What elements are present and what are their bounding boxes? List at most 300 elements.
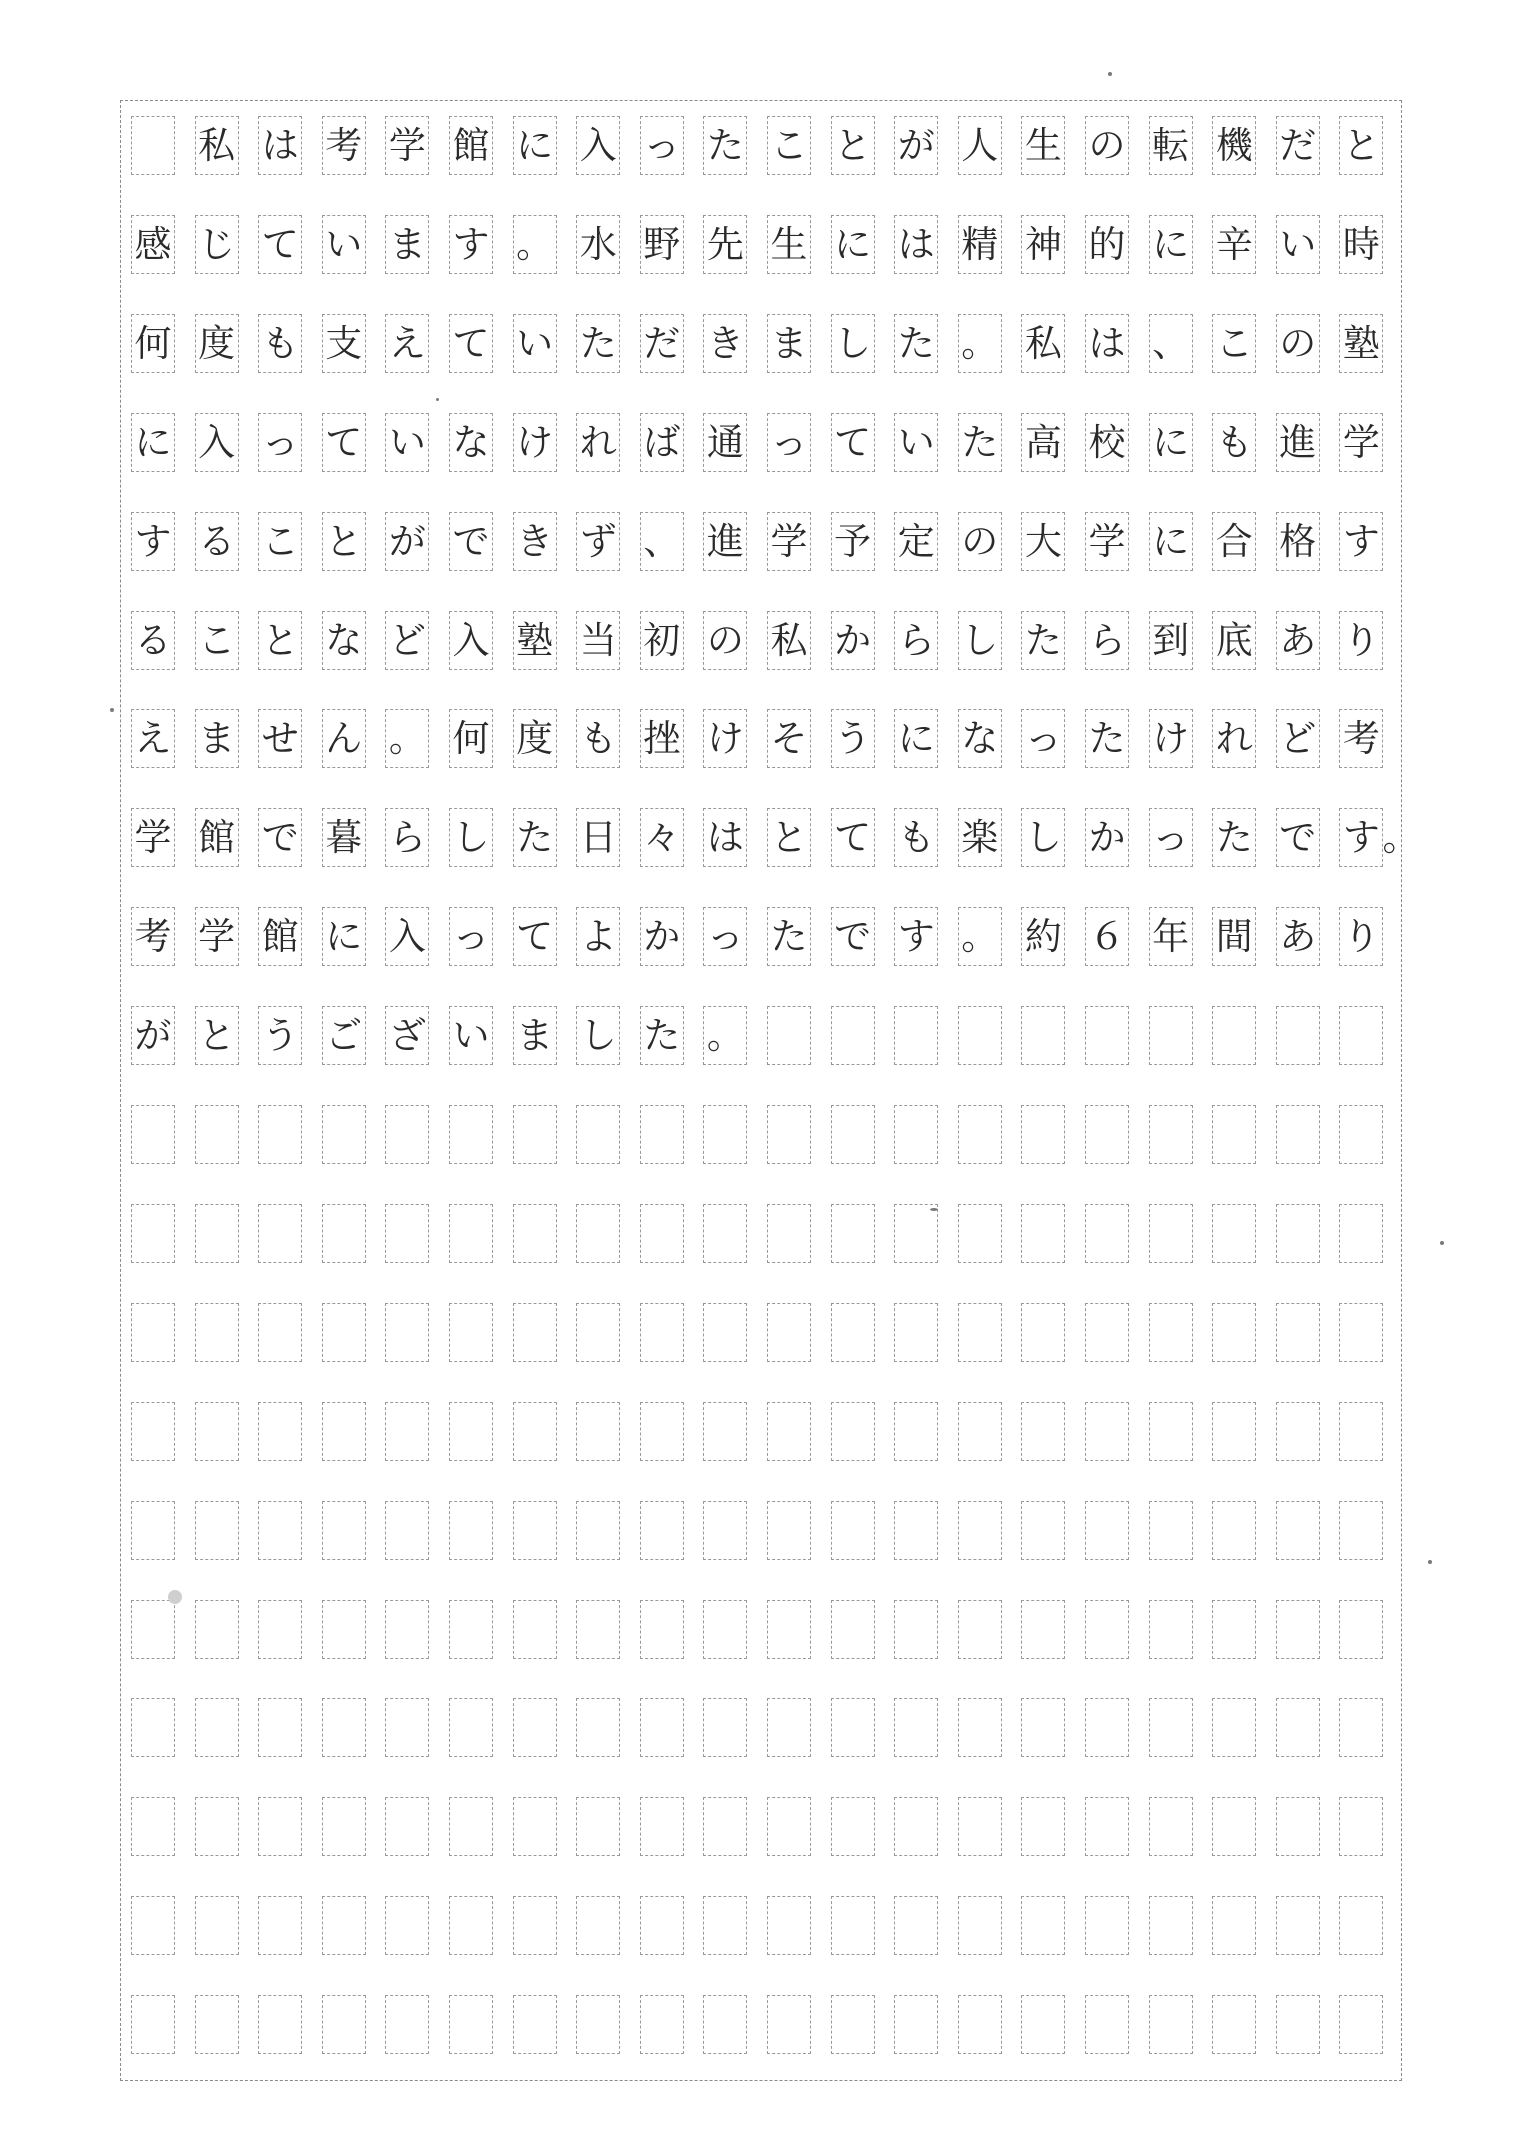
grid-row bbox=[121, 1303, 1401, 1362]
grid-cell bbox=[576, 1698, 620, 1757]
grid-cell bbox=[513, 1204, 557, 1263]
grid-cell bbox=[576, 1204, 620, 1263]
grid-cell bbox=[195, 1600, 239, 1659]
grid-cell bbox=[322, 1896, 366, 1955]
grid-cell bbox=[894, 1303, 938, 1362]
grid-cell bbox=[703, 1995, 747, 2054]
grid-cell: す bbox=[131, 512, 175, 571]
grid-cell: 。 bbox=[958, 314, 1002, 373]
grid-cell: 入 bbox=[385, 907, 429, 966]
grid-cell bbox=[322, 1204, 366, 1263]
paper-speck bbox=[1428, 1560, 1432, 1564]
grid-cell bbox=[831, 1797, 875, 1856]
grid-cell: 。 bbox=[703, 1006, 747, 1065]
grid-cell: 何 bbox=[131, 314, 175, 373]
grid-cell bbox=[767, 1698, 811, 1757]
grid-cell bbox=[1085, 1797, 1129, 1856]
grid-cell bbox=[1149, 1995, 1193, 2054]
grid-cell bbox=[894, 1006, 938, 1065]
grid-cell: 入 bbox=[449, 611, 493, 670]
grid-cell: 神 bbox=[1021, 215, 1065, 274]
grid-cell bbox=[513, 1600, 557, 1659]
grid-cell bbox=[385, 1698, 429, 1757]
grid-cell bbox=[258, 1896, 302, 1955]
grid-cell: け bbox=[703, 709, 747, 768]
grid-cell bbox=[894, 1797, 938, 1856]
grid-cell bbox=[195, 1204, 239, 1263]
grid-cell: も bbox=[576, 709, 620, 768]
grid-cell: て bbox=[831, 808, 875, 867]
grid-cell bbox=[449, 1501, 493, 1560]
grid-cell bbox=[322, 1797, 366, 1856]
grid-cell bbox=[385, 1303, 429, 1362]
grid-cell: 、 bbox=[640, 512, 684, 571]
grid-cell bbox=[1212, 1600, 1256, 1659]
grid-cell bbox=[703, 1698, 747, 1757]
grid-cell bbox=[513, 1797, 557, 1856]
grid-cell: 合 bbox=[1212, 512, 1256, 571]
grid-cell bbox=[1021, 1204, 1065, 1263]
grid-cell bbox=[1021, 1600, 1065, 1659]
grid-cell bbox=[513, 1303, 557, 1362]
grid-cell bbox=[385, 1896, 429, 1955]
grid-cell bbox=[513, 1896, 557, 1955]
grid-cell: に bbox=[1149, 413, 1193, 472]
grid-cell: て bbox=[513, 907, 557, 966]
grid-cell: て bbox=[258, 215, 302, 274]
grid-cell: た bbox=[1021, 611, 1065, 670]
grid-cell bbox=[1212, 1105, 1256, 1164]
grid-row bbox=[121, 1006, 1401, 1065]
grid-row bbox=[121, 1896, 1401, 1955]
grid-cell bbox=[640, 1600, 684, 1659]
grid-cell bbox=[1339, 1501, 1383, 1560]
grid-cell: 生 bbox=[767, 215, 811, 274]
grid-cell: 考 bbox=[322, 116, 366, 175]
grid-cell bbox=[1085, 1501, 1129, 1560]
grid-cell bbox=[449, 1896, 493, 1955]
grid-cell bbox=[894, 1204, 938, 1263]
grid-cell: 底 bbox=[1212, 611, 1256, 670]
grid-cell bbox=[703, 1402, 747, 1461]
grid-cell bbox=[640, 1896, 684, 1955]
grid-cell: し bbox=[958, 611, 1002, 670]
grid-cell: し bbox=[449, 808, 493, 867]
grid-cell: と bbox=[831, 116, 875, 175]
grid-cell bbox=[703, 1204, 747, 1263]
grid-cell bbox=[1339, 1204, 1383, 1263]
grid-cell: は bbox=[703, 808, 747, 867]
grid-cell: 楽 bbox=[958, 808, 1002, 867]
grid-cell: ま bbox=[195, 709, 239, 768]
grid-row bbox=[121, 907, 1401, 966]
grid-cell bbox=[1276, 1501, 1320, 1560]
grid-cell bbox=[958, 1995, 1002, 2054]
grid-cell: よ bbox=[576, 907, 620, 966]
grid-cell bbox=[958, 1600, 1002, 1659]
grid-cell bbox=[258, 1303, 302, 1362]
grid-cell bbox=[1149, 1896, 1193, 1955]
grid-cell: ず bbox=[576, 512, 620, 571]
grid-cell bbox=[1339, 1995, 1383, 2054]
grid-cell bbox=[767, 1600, 811, 1659]
grid-cell: で bbox=[1276, 808, 1320, 867]
grid-cell bbox=[767, 1896, 811, 1955]
grid-cell: も bbox=[258, 314, 302, 373]
grid-cell: 館 bbox=[258, 907, 302, 966]
grid-cell: こ bbox=[195, 611, 239, 670]
grid-cell bbox=[703, 1105, 747, 1164]
paper-speck bbox=[1440, 1241, 1444, 1245]
grid-cell bbox=[640, 1797, 684, 1856]
grid-cell: 先 bbox=[703, 215, 747, 274]
grid-cell: 約 bbox=[1021, 907, 1065, 966]
grid-cell bbox=[576, 1600, 620, 1659]
grid-cell: た bbox=[513, 808, 557, 867]
grid-cell bbox=[449, 1204, 493, 1263]
grid-cell: ざ bbox=[385, 1006, 429, 1065]
grid-cell: 日 bbox=[576, 808, 620, 867]
grid-cell: じ bbox=[195, 215, 239, 274]
grid-cell: し bbox=[576, 1006, 620, 1065]
grid-cell bbox=[1339, 1600, 1383, 1659]
grid-cell bbox=[385, 1600, 429, 1659]
grid-cell: 入 bbox=[576, 116, 620, 175]
grid-cell: 人 bbox=[958, 116, 1002, 175]
grid-cell: 定 bbox=[894, 512, 938, 571]
grid-cell: 高 bbox=[1021, 413, 1065, 472]
grid-cell: そ bbox=[767, 709, 811, 768]
grid-cell bbox=[1276, 1698, 1320, 1757]
grid-cell bbox=[322, 1105, 366, 1164]
grid-cell bbox=[195, 1995, 239, 2054]
grid-cell bbox=[1339, 1105, 1383, 1164]
grid-cell bbox=[258, 1204, 302, 1263]
grid-cell: 学 bbox=[1085, 512, 1129, 571]
grid-cell: 生 bbox=[1021, 116, 1065, 175]
grid-cell: 学 bbox=[1339, 413, 1383, 472]
grid-cell: た bbox=[894, 314, 938, 373]
grid-cell bbox=[831, 1501, 875, 1560]
grid-cell: 間 bbox=[1212, 907, 1256, 966]
grid-cell bbox=[1149, 1501, 1193, 1560]
grid-cell: り bbox=[1339, 611, 1383, 670]
grid-cell bbox=[958, 1501, 1002, 1560]
grid-cell: っ bbox=[1021, 709, 1065, 768]
grid-cell bbox=[258, 1600, 302, 1659]
grid-cell: に bbox=[894, 709, 938, 768]
genkou-grid bbox=[120, 100, 1420, 2081]
grid-cell bbox=[131, 1698, 175, 1757]
grid-cell bbox=[1339, 1896, 1383, 1955]
grid-cell bbox=[1149, 1204, 1193, 1263]
grid-cell: な bbox=[958, 709, 1002, 768]
grid-cell bbox=[195, 1698, 239, 1757]
grid-cell bbox=[831, 1995, 875, 2054]
grid-cell bbox=[385, 1501, 429, 1560]
grid-cell bbox=[1276, 1303, 1320, 1362]
grid-cell: ど bbox=[385, 611, 429, 670]
grid-cell: 挫 bbox=[640, 709, 684, 768]
grid-cell bbox=[1149, 1797, 1193, 1856]
grid-cell bbox=[576, 1797, 620, 1856]
grid-cell: こ bbox=[258, 512, 302, 571]
grid-cell: っ bbox=[767, 413, 811, 472]
grid-cell bbox=[1021, 1105, 1065, 1164]
grid-cell: 当 bbox=[576, 611, 620, 670]
grid-cell bbox=[703, 1600, 747, 1659]
grid-cell bbox=[1149, 1402, 1193, 1461]
grid-cell bbox=[703, 1303, 747, 1362]
grid-cell: た bbox=[640, 1006, 684, 1065]
grid-cell: の bbox=[1085, 116, 1129, 175]
grid-cell: な bbox=[322, 611, 366, 670]
grid-cell bbox=[958, 1402, 1002, 1461]
grid-cell: に bbox=[831, 215, 875, 274]
grid-cell: と bbox=[195, 1006, 239, 1065]
grid-cell: ま bbox=[767, 314, 811, 373]
grid-cell: 校 bbox=[1085, 413, 1129, 472]
grid-cell: れ bbox=[1212, 709, 1256, 768]
grid-cell bbox=[258, 1995, 302, 2054]
grid-cell bbox=[1085, 1204, 1129, 1263]
paper-speck bbox=[436, 398, 439, 401]
grid-cell bbox=[1021, 1402, 1065, 1461]
grid-cell bbox=[576, 1303, 620, 1362]
grid-cell bbox=[131, 1402, 175, 1461]
grid-cell bbox=[195, 1797, 239, 1856]
grid-cell bbox=[894, 1600, 938, 1659]
grid-cell bbox=[640, 1402, 684, 1461]
grid-cell: す bbox=[449, 215, 493, 274]
grid-cell bbox=[449, 1995, 493, 2054]
grid-cell: ど bbox=[1276, 709, 1320, 768]
grid-cell: た bbox=[767, 907, 811, 966]
grid-cell bbox=[1021, 1698, 1065, 1757]
grid-cell: と bbox=[322, 512, 366, 571]
grid-row bbox=[121, 1105, 1401, 1164]
paper-speck bbox=[930, 1208, 938, 1211]
grid-cell bbox=[1021, 1006, 1065, 1065]
grid-cell: な bbox=[449, 413, 493, 472]
grid-cell bbox=[131, 1797, 175, 1856]
grid-cell bbox=[1212, 1006, 1256, 1065]
grid-cell: っ bbox=[703, 907, 747, 966]
grid-cell bbox=[640, 1303, 684, 1362]
grid-cell bbox=[1085, 1303, 1129, 1362]
grid-cell: は bbox=[894, 215, 938, 274]
grid-cell bbox=[1021, 1501, 1065, 1560]
grid-cell: 館 bbox=[195, 808, 239, 867]
grid-cell: あ bbox=[1276, 907, 1320, 966]
grid-cell bbox=[1339, 1006, 1383, 1065]
grid-cell: に bbox=[322, 907, 366, 966]
grid-cell: は bbox=[1085, 314, 1129, 373]
grid-cell: こ bbox=[767, 116, 811, 175]
grid-row bbox=[121, 1995, 1401, 2054]
grid-cell: い bbox=[449, 1006, 493, 1065]
grid-cell: た bbox=[576, 314, 620, 373]
grid-cell bbox=[513, 1698, 557, 1757]
grid-cell: 々 bbox=[640, 808, 684, 867]
grid-cell: け bbox=[513, 413, 557, 472]
grid-row bbox=[121, 709, 1401, 768]
grid-cell: ま bbox=[513, 1006, 557, 1065]
grid-cell: だ bbox=[1276, 116, 1320, 175]
grid-cell: っ bbox=[449, 907, 493, 966]
grid-cell bbox=[513, 1402, 557, 1461]
grid-cell bbox=[1276, 1995, 1320, 2054]
grid-cell bbox=[894, 1105, 938, 1164]
grid-cell bbox=[1212, 1896, 1256, 1955]
grid-cell: け bbox=[1149, 709, 1193, 768]
grid-cell bbox=[1276, 1105, 1320, 1164]
grid-cell: は bbox=[258, 116, 302, 175]
grid-cell bbox=[767, 1006, 811, 1065]
grid-cell: と bbox=[1339, 116, 1383, 175]
grid-cell bbox=[640, 1995, 684, 2054]
grid-cell: き bbox=[703, 314, 747, 373]
grid-cell bbox=[894, 1402, 938, 1461]
grid-cell: れ bbox=[576, 413, 620, 472]
grid-cell bbox=[385, 1204, 429, 1263]
grid-cell: 感 bbox=[131, 215, 175, 274]
grid-cell bbox=[449, 1303, 493, 1362]
grid-cell bbox=[1212, 1303, 1256, 1362]
grid-cell bbox=[258, 1698, 302, 1757]
grid-cell: 考 bbox=[1339, 709, 1383, 768]
grid-cell: る bbox=[195, 512, 239, 571]
grid-cell: 学 bbox=[131, 808, 175, 867]
grid-row bbox=[121, 314, 1401, 373]
grid-cell: が bbox=[385, 512, 429, 571]
grid-cell: て bbox=[322, 413, 366, 472]
grid-cell bbox=[322, 1600, 366, 1659]
grid-cell bbox=[958, 1006, 1002, 1065]
grid-cell bbox=[831, 1204, 875, 1263]
paper-speck bbox=[168, 1590, 182, 1604]
grid-cell: ご bbox=[322, 1006, 366, 1065]
grid-cell bbox=[449, 1105, 493, 1164]
grid-cell: 学 bbox=[195, 907, 239, 966]
grid-cell bbox=[1276, 1402, 1320, 1461]
grid-cell bbox=[322, 1501, 366, 1560]
grid-cell: 度 bbox=[513, 709, 557, 768]
grid-cell: い bbox=[894, 413, 938, 472]
grid-cell: 年 bbox=[1149, 907, 1193, 966]
grid-cell bbox=[258, 1501, 302, 1560]
grid-cell: て bbox=[831, 413, 875, 472]
grid-cell bbox=[767, 1402, 811, 1461]
grid-cell bbox=[322, 1995, 366, 2054]
grid-cell: ら bbox=[385, 808, 429, 867]
grid-cell: 度 bbox=[195, 314, 239, 373]
grid-cell: い bbox=[513, 314, 557, 373]
grid-cell: が bbox=[131, 1006, 175, 1065]
grid-cell: 予 bbox=[831, 512, 875, 571]
grid-cell bbox=[767, 1204, 811, 1263]
grid-row bbox=[121, 1204, 1401, 1263]
grid-cell bbox=[1212, 1402, 1256, 1461]
grid-cell: 何 bbox=[449, 709, 493, 768]
grid-cell: か bbox=[1085, 808, 1129, 867]
grid-cell bbox=[640, 1105, 684, 1164]
grid-cell: も bbox=[894, 808, 938, 867]
grid-cell bbox=[195, 1105, 239, 1164]
grid-cell: の bbox=[703, 611, 747, 670]
grid-cell: ら bbox=[894, 611, 938, 670]
grid-cell: 館 bbox=[449, 116, 493, 175]
grid-cell bbox=[195, 1303, 239, 1362]
grid-cell: た bbox=[703, 116, 747, 175]
grid-cell: し bbox=[831, 314, 875, 373]
grid-cell bbox=[385, 1797, 429, 1856]
grid-row bbox=[121, 808, 1420, 867]
grid-cell: 支 bbox=[322, 314, 366, 373]
grid-cell bbox=[958, 1204, 1002, 1263]
grid-cell: 、 bbox=[1149, 314, 1193, 373]
grid-cell bbox=[258, 1105, 302, 1164]
grid-cell bbox=[1212, 1995, 1256, 2054]
grid-cell bbox=[449, 1402, 493, 1461]
grid-cell bbox=[831, 1402, 875, 1461]
grid-cell: だ bbox=[640, 314, 684, 373]
grid-cell bbox=[640, 1501, 684, 1560]
grid-cell: が bbox=[894, 116, 938, 175]
grid-cell bbox=[1339, 1698, 1383, 1757]
grid-cell: 。 bbox=[513, 215, 557, 274]
grid-cell bbox=[894, 1896, 938, 1955]
grid-cell bbox=[1276, 1797, 1320, 1856]
grid-cell: も bbox=[1212, 413, 1256, 472]
grid-cell: い bbox=[1276, 215, 1320, 274]
grid-cell: 学 bbox=[767, 512, 811, 571]
grid-cell: て bbox=[449, 314, 493, 373]
grid-cell bbox=[1149, 1006, 1193, 1065]
grid-cell: う bbox=[258, 1006, 302, 1065]
grid-cell bbox=[1149, 1698, 1193, 1757]
grid-cell bbox=[1276, 1006, 1320, 1065]
grid-cell: 的 bbox=[1085, 215, 1129, 274]
grid-cell bbox=[131, 116, 175, 175]
grid-cell: 私 bbox=[1021, 314, 1065, 373]
grid-cell: 。 bbox=[385, 709, 429, 768]
grid-cell: 通 bbox=[703, 413, 747, 472]
grid-cell bbox=[831, 1698, 875, 1757]
grid-cell: 辛 bbox=[1212, 215, 1256, 274]
grid-cell bbox=[894, 1501, 938, 1560]
grid-cell: た bbox=[1212, 808, 1256, 867]
grid-cell bbox=[831, 1303, 875, 1362]
grid-cell bbox=[1085, 1006, 1129, 1065]
grid-cell bbox=[576, 1105, 620, 1164]
grid-cell bbox=[1276, 1204, 1320, 1263]
grid-cell: 塾 bbox=[513, 611, 557, 670]
grid-cell: る bbox=[131, 611, 175, 670]
grid-cell bbox=[385, 1105, 429, 1164]
grid-cell bbox=[640, 1698, 684, 1757]
grid-cell: っ bbox=[1149, 808, 1193, 867]
grid-cell bbox=[322, 1698, 366, 1757]
grid-cell: に bbox=[1149, 215, 1193, 274]
grid-row bbox=[121, 611, 1401, 670]
grid-cell: で bbox=[449, 512, 493, 571]
grid-row bbox=[121, 1501, 1401, 1560]
grid-row bbox=[121, 413, 1401, 472]
grid-cell bbox=[1021, 1303, 1065, 1362]
grid-cell bbox=[449, 1797, 493, 1856]
grid-cell bbox=[322, 1402, 366, 1461]
